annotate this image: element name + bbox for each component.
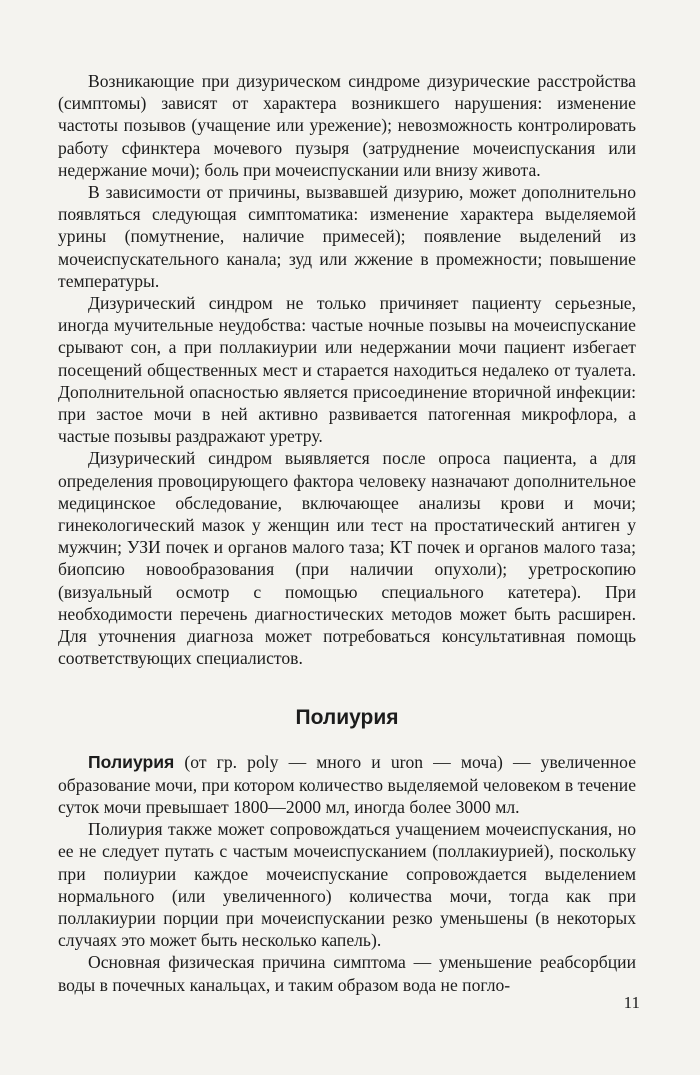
paragraph-dysuria-symptoms: Возникающие при дизурическом синдроме дизурические расстройства (симптомы) зависят от характера возникшего нарушения: изменение частоты позывов (учащение или урежение); невозможность контролировать работу сфинктера мочевого пузыря (затруднение мочеиспускания или недержание мочи); боль при мочеиспускании или внизу живота.: [58, 71, 636, 180]
page-number: 11: [623, 993, 640, 1012]
section-heading-polyuria: Полиурия: [295, 706, 399, 730]
definition-term: Полиурия: [88, 752, 175, 773]
definition-text: (от гр. poly — много и uron — моча) — увеличенное образование мочи, при котором количество выделяемой человеком в течение суток мочи превышает 1800—2000 мл, иногда более 3000 мл.: [58, 752, 636, 817]
paragraph-polyuria-definition: [58, 751, 636, 818]
paragraph-dysuria-diagnosis: Дизурический синдром выявляется после опроса пациента, а для определения провоцирующего фактора человеку назначают дополнительное медицинское обследование, включающее анализы крови и мочи; гинекологический мазок у женщин или тест на простатический антиген у мужчин; УЗИ почек и органов малого таза; КТ почек и органов малого таза; биопсию новообразования (при наличии опухоли); уретроскопию (визуальный осмотр с помощью специального катетера). При необходимости перечень диагностических методов может быть расширен. Для уточнения диагноза может потребоваться консультативная помощь соответствующих специалистов.: [58, 448, 636, 669]
paragraph-dysuria-additional-symptoms: В зависимости от причины, вызвавшей дизурию, может дополнительно появляться следующая симптоматика: изменение характера выделяемой урины (помутнение, наличие примесей); появление выделений из мочеиспускательного канала; зуд или жжение в промежности; повышение температуры.: [58, 182, 636, 291]
page-text: [58, 70, 636, 996]
paragraph-polyuria-cause: Основная физическая причина симптома — уменьшение реабсорбции воды в почечных канальцах, и таким образом вода не погло-: [58, 952, 636, 995]
paragraph-dysuria-discomfort: Дизурический синдром не только причиняет пациенту серьезные, иногда мучительные неудобства: частые ночные позывы на мочеиспускание срывают сон, а при поллакиурии или недержании мочи пациент избегает посещений общественных мест и старается находиться недалеко от туалета. Дополнительной опасностью является присоединение вторичной инфекции: при застое мочи в ней активно развивается патогенная микрофлора, а частые позывы раздражают уретру.: [58, 293, 636, 447]
paragraph-polyuria-vs-pollakiuria: Полиурия также может сопровождаться учащением мочеиспускания, но ее не следует путать с частым мочеиспусканием (поллакиурией), поскольку при полиурии каждое мочеиспускание сопровождается выделением нормального (или увеличенного) количества мочи, тогда как при поллакиурии порции при мочеиспускании резко уменьшены (в некоторых случаях это может быть несколько капель).: [58, 819, 636, 951]
